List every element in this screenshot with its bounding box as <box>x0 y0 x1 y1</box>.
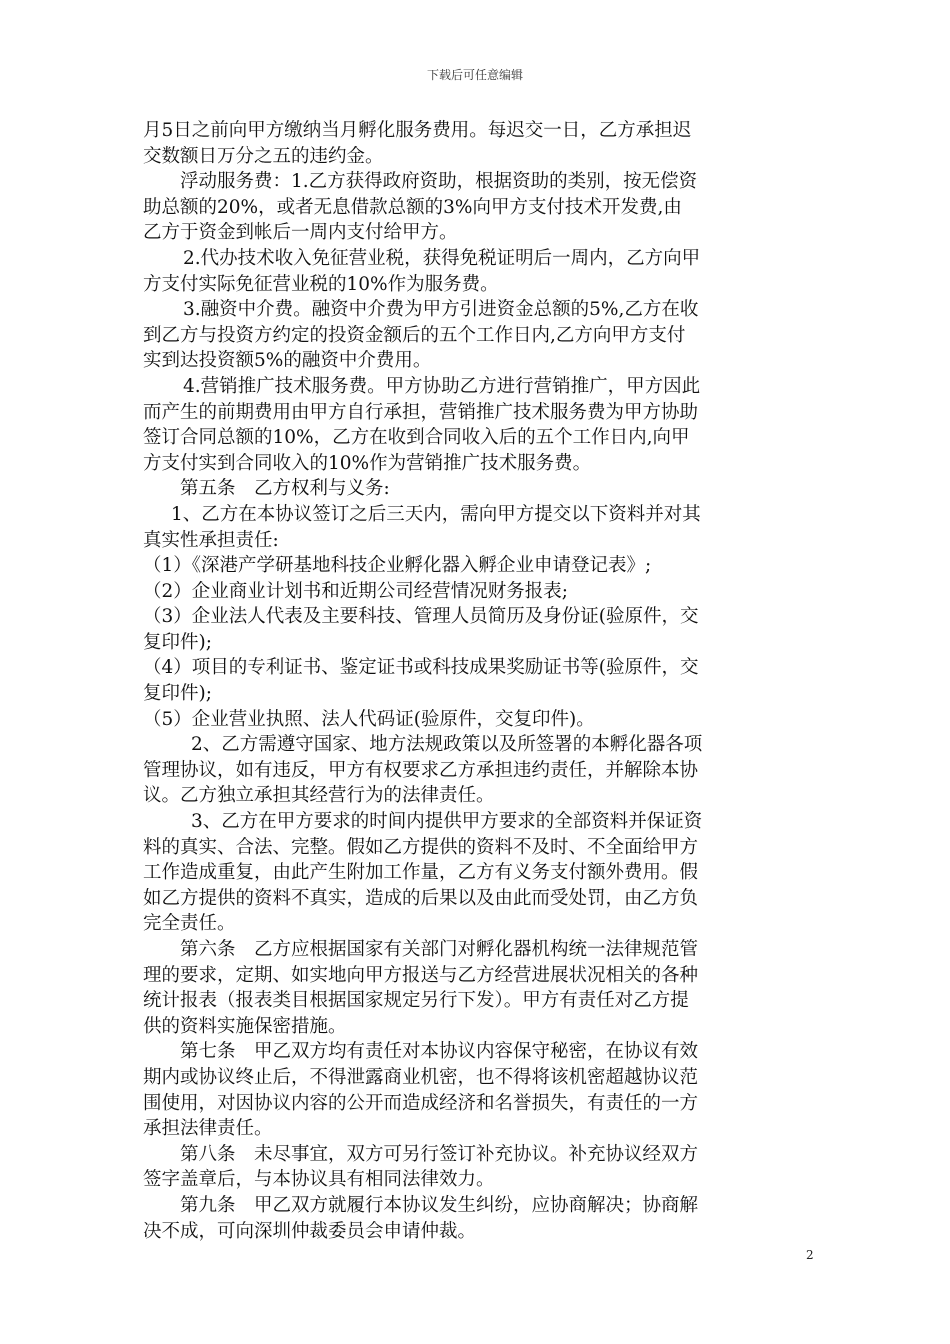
text-line: 第六条 乙方应根据国家有关部门对孵化器机构统一法律规范管 <box>180 939 699 960</box>
text-line: 浮动服务费：1.乙方获得政府资助，根据资助的类别，按无偿资 <box>180 171 698 193</box>
text-line: （1）《深港产学研基地科技企业孵化器入孵企业申请登记表》; <box>143 555 652 577</box>
text-line: 管理协议，如有违反，甲方有权要求乙方承担违约责任，并解除本协 <box>143 759 699 781</box>
text-line: 2.代办技术收入免征营业税，获得免税证明后一周内，乙方向甲 <box>183 247 701 269</box>
text-line: 工作造成重复，由此产生附加工作量，乙方有义务支付额外费用。假 <box>143 862 699 884</box>
text-line: 签字盖章后，与本协议具有相同法律效力。 <box>143 1169 495 1191</box>
text-line: 决不成，可向深圳仲裁委员会申请仲裁。 <box>143 1220 477 1242</box>
text-line: 3、乙方在甲方要求的时间内提供甲方要求的全部资料并保证资 <box>191 811 703 833</box>
text-line: 承担法律责任。 <box>143 1118 273 1140</box>
text-line: 乙方于资金到帐后一周内支付给甲方。 <box>143 222 458 244</box>
text-line: （3）企业法人代表及主要科技、管理人员简历及身份证(验原件，交 <box>143 606 699 628</box>
text-line: 月5日之前向甲方缴纳当月孵化服务费用。每迟交一日，乙方承担迟 <box>143 120 692 141</box>
text-line: 助总额的20%，或者无息借款总额的3%向甲方支付技术开发费,由 <box>143 196 682 218</box>
text-line: 供的资料实施保密措施。 <box>143 1015 347 1037</box>
text-line: 方支付实到合同收入的10%作为营销推广技术服务费。 <box>143 452 592 474</box>
text-line: 复印件); <box>143 631 212 653</box>
text-line: 复印件); <box>143 683 212 705</box>
text-line: 完全责任。 <box>143 913 236 935</box>
text-line: 料的真实、合法、完整。假如乙方提供的资料不及时、不全面给甲方 <box>143 836 699 858</box>
text-line: 理的要求，定期、如实地向甲方报送与乙方经营进展状况相关的各种 <box>143 964 699 986</box>
text-line: 统计报表（报表类目根据国家规定另行下发）。甲方有责任对乙方提 <box>143 990 689 1012</box>
text-line: 议。乙方独立承担其经营行为的法律责任。 <box>143 785 495 807</box>
text-line: （5）企业营业执照、法人代码证(验原件，交复印件)。 <box>143 708 595 730</box>
text-line: 到乙方与投资方约定的投资金额后的五个工作日内,乙方向甲方支付 <box>143 324 686 346</box>
text-line: 真实性承担责任: <box>143 529 279 551</box>
text-line: 第五条 乙方权利与义务: <box>180 478 390 500</box>
text-line: 第九条 甲乙双方就履行本协议发生纠纷，应协商解决；协商解 <box>180 1194 699 1216</box>
document-body <box>143 118 815 1244</box>
page-number: 2 <box>806 1248 814 1262</box>
text-line: （2）企业商业计划书和近期公司经营情况财务报表; <box>143 580 569 602</box>
text-line: 3.融资中介费。融资中介费为甲方引进资金总额的5%,乙方在收 <box>183 299 699 321</box>
text-line: 围使用，对因协议内容的公开而造成经济和名誉损失，有责任的一方 <box>143 1092 699 1114</box>
text-line: 1、乙方在本协议签订之后三天内，需向甲方提交以下资料并对其 <box>171 503 701 525</box>
text-line: 方支付实际免征营业税的10%作为服务费。 <box>143 273 499 295</box>
text-line: 而产生的前期费用由甲方自行承担，营销推广技术服务费为甲方协助 <box>143 401 699 423</box>
text-line: 2、乙方需遵守国家、地方法规政策以及所签署的本孵化器各项 <box>191 734 703 756</box>
text-line: 签订合同总额的10%，乙方在收到合同收入后的五个工作日内,向甲 <box>143 427 690 449</box>
text-line: 实到达投资额5%的融资中介费用。 <box>143 350 432 372</box>
text-line: 交数额日万分之五的违约金。 <box>143 145 384 167</box>
text-line: 第八条 未尽事宜，双方可另行签订补充协议。补充协议经双方 <box>180 1143 699 1165</box>
page-header: 下载后可任意编辑 <box>426 68 523 82</box>
text-line: 第七条 甲乙双方均有责任对本协议内容保守秘密，在协议有效 <box>180 1041 699 1063</box>
text-line: （4）项目的专利证书、鉴定证书或科技成果奖励证书等(验原件，交 <box>143 657 699 679</box>
text-line: 4.营销推广技术服务费。甲方协助乙方进行营销推广，甲方因此 <box>183 375 701 397</box>
text-line: 如乙方提供的资料不真实，造成的后果以及由此而受处罚，由乙方负 <box>143 887 699 909</box>
text-line: 期内或协议终止后，不得泄露商业机密，也不得将该机密超越协议范 <box>143 1066 699 1088</box>
